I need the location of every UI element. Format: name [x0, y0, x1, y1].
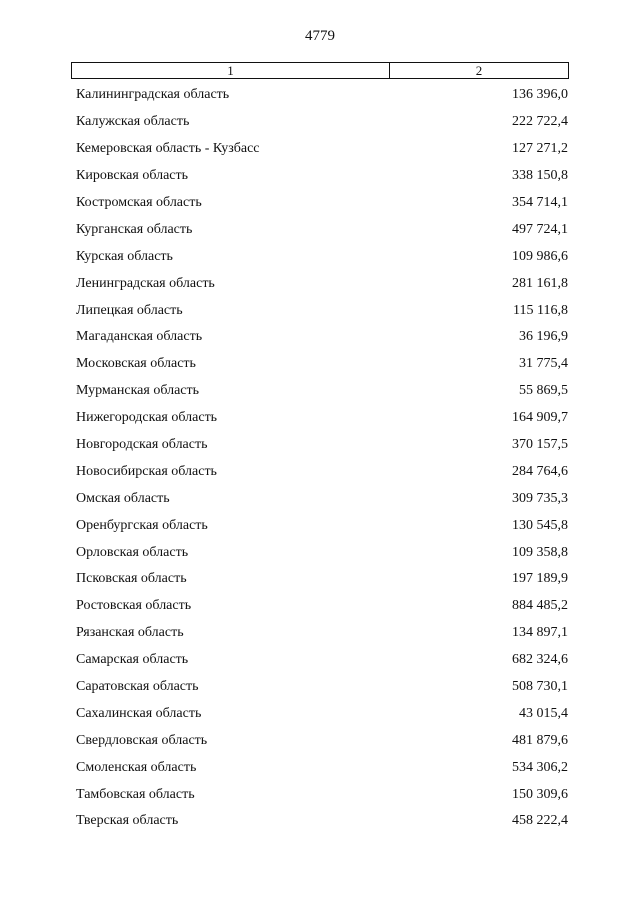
page-number: 4779 — [305, 28, 335, 44]
amount-value: 309 735,3 — [512, 490, 568, 506]
amount-value: 338 150,8 — [512, 168, 568, 184]
amount-value: 497 724,1 — [512, 221, 568, 237]
region-name: Кемеровская область - Кузбасс — [76, 141, 260, 157]
table-row — [76, 243, 568, 270]
amount-value: 109 358,8 — [512, 544, 568, 560]
table-body — [76, 82, 568, 835]
amount-value: 130 545,8 — [512, 517, 568, 533]
region-name: Ростовская область — [76, 598, 192, 614]
amount-value: 31 775,4 — [519, 356, 568, 372]
table-row — [76, 136, 568, 163]
region-name: Калужская область — [76, 114, 190, 130]
region-name: Самарская область — [76, 652, 189, 668]
amount-value: 150 309,6 — [512, 786, 568, 802]
table-header — [71, 62, 569, 79]
table-row — [76, 190, 568, 217]
region-name: Московская область — [76, 356, 196, 372]
region-name: Новгородская область — [76, 437, 208, 453]
region-name: Тверская область — [76, 813, 179, 829]
region-name: Кировская область — [76, 168, 189, 184]
amount-value: 197 189,9 — [512, 571, 568, 587]
region-name: Магаданская область — [76, 329, 203, 345]
amount-value: 43 015,4 — [519, 705, 568, 721]
table-row — [76, 109, 568, 136]
table-row — [76, 297, 568, 324]
amount-value: 508 730,1 — [512, 679, 568, 695]
amount-value: 354 714,1 — [512, 195, 568, 210]
region-name: Омская область — [76, 490, 170, 506]
amount-value: 481 879,6 — [512, 732, 568, 748]
table-row — [76, 593, 568, 620]
amount-value: 164 909,7 — [512, 410, 568, 426]
region-name: Курская область — [76, 248, 173, 264]
region-name: Саратовская область — [76, 679, 199, 695]
table-row — [76, 458, 568, 485]
table-row — [76, 270, 568, 297]
region-name: Тамбовская область — [76, 786, 195, 802]
region-name: Ленинградская область — [76, 275, 215, 291]
region-name: Свердловская область — [76, 732, 208, 748]
table-row — [76, 808, 568, 835]
table-row — [76, 82, 568, 109]
region-name: Псковская область — [76, 571, 187, 587]
table-row — [76, 620, 568, 647]
amount-value: 222 722,4 — [512, 114, 568, 130]
table-row — [76, 754, 568, 781]
region-name: Курганская область — [76, 221, 193, 237]
amount-value: 534 306,2 — [512, 759, 568, 775]
table-row — [76, 727, 568, 754]
table-row — [76, 378, 568, 405]
amount-value: 109 986,6 — [512, 248, 568, 264]
region-name: Мурманская область — [76, 383, 200, 399]
table-row — [76, 324, 568, 351]
column-header-1: 1 — [72, 63, 390, 78]
amount-value: 136 396,0 — [512, 87, 568, 103]
region-name: Сахалинская область — [76, 705, 202, 721]
region-name: Липецкая область — [76, 302, 183, 318]
amount-value: 370 157,5 — [512, 437, 568, 453]
amount-value: 36 196,9 — [519, 329, 568, 345]
amount-value: 55 869,5 — [519, 383, 568, 399]
amount-value: 884 485,2 — [512, 598, 568, 614]
region-name: Оренбургская область — [76, 517, 208, 533]
table-row — [76, 700, 568, 727]
region-name: Нижегородская область — [76, 410, 218, 426]
table-row — [76, 216, 568, 243]
region-name: Смоленская область — [76, 759, 197, 775]
table-row — [76, 781, 568, 808]
region-name: Калининградская область — [76, 87, 230, 103]
region-name: Орловская область — [76, 544, 189, 560]
table-row — [76, 405, 568, 432]
table-row — [76, 485, 568, 512]
amount-value: 115 116,8 — [513, 302, 568, 318]
table-row — [76, 512, 568, 539]
region-name: Новосибирская область — [76, 463, 217, 479]
table-row — [76, 674, 568, 701]
region-name: Костромская область — [76, 195, 202, 210]
table-row — [76, 351, 568, 378]
table-row — [76, 163, 568, 190]
amount-value: 284 764,6 — [512, 463, 568, 479]
column-header-2: 2 — [475, 63, 483, 78]
table-row — [76, 539, 568, 566]
table-row — [76, 566, 568, 593]
amount-value: 134 897,1 — [512, 625, 568, 641]
table-row — [76, 647, 568, 674]
amount-value: 281 161,8 — [512, 275, 568, 291]
region-name: Рязанская область — [76, 625, 184, 641]
amount-value: 682 324,6 — [512, 652, 568, 668]
amount-value: 127 271,2 — [512, 141, 568, 157]
table-row — [76, 432, 568, 459]
amount-value: 458 222,4 — [512, 813, 568, 829]
